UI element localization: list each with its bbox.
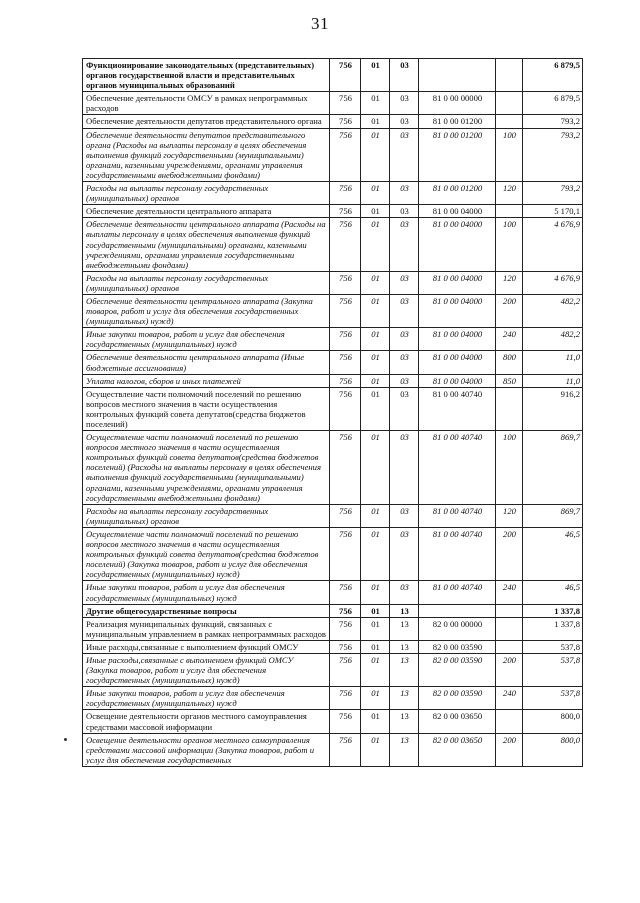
cell-section: 01 [361,617,390,640]
cell-subsection: 03 [390,92,419,115]
table-row [83,617,583,640]
cell-target-article: 81 0 00 40740 [419,581,496,604]
table-row [83,374,583,387]
cell-section: 01 [361,351,390,374]
cell-expense-type [496,617,523,640]
cell-target-article: 81 0 00 04000 [419,294,496,327]
cell-section: 01 [361,115,390,128]
cell-target-article: 81 0 00 40740 [419,431,496,505]
cell-name: Обеспечение деятельности центрального аппарата [83,205,330,218]
cell-name: Освещение деятельности органов местного самоуправления средствами массовой информации [83,710,330,733]
cell-target-article: 82 0 00 03650 [419,733,496,766]
cell-section: 01 [361,733,390,766]
cell-amount: 800,0 [523,733,583,766]
cell-name: Иные расходы,связанные с выполнением функций ОМСУ [83,640,330,653]
cell-amount: 4 676,9 [523,271,583,294]
cell-subsection: 03 [390,328,419,351]
table-row [83,640,583,653]
cell-name: Иные закупки товаров, работ и услуг для обеспечения государственных (муниципальных) нужд [83,687,330,710]
cell-subsection: 03 [390,128,419,181]
cell-section: 01 [361,431,390,505]
cell-section: 01 [361,92,390,115]
cell-target-article: 82 0 00 03590 [419,687,496,710]
cell-subsection: 03 [390,581,419,604]
cell-subsection: 03 [390,351,419,374]
cell-target-article: 81 0 00 40740 [419,387,496,430]
cell-expense-type: 100 [496,128,523,181]
cell-expense-type: 240 [496,687,523,710]
cell-amount: 5 170,1 [523,205,583,218]
cell-subsection: 03 [390,431,419,505]
cell-name: Иные расходы,связанные с выполнением функций ОМСУ (Закупка товаров, работ и услуг для обеспечения государственных (муниципальных) нужд) [83,653,330,686]
cell-expense-type [496,92,523,115]
cell-subsection: 03 [390,271,419,294]
cell-grbs: 756 [330,387,361,430]
cell-grbs: 756 [330,59,361,92]
cell-grbs: 756 [330,604,361,617]
cell-section: 01 [361,710,390,733]
cell-amount: 482,2 [523,328,583,351]
cell-name: Осуществление части полномочий поселений по решению вопросов местного значения в части осуществления контрольных функций совета депутатов(средства бюджетов поселений) (Расходы на выплаты персоналу в целях обеспечения выполнения функций государственными (муниципальными) органами, казенными учреждениями, органами управления государственными внебюджетными фондами) [83,431,330,505]
table-row [83,581,583,604]
cell-expense-type [496,205,523,218]
cell-name: Осуществление части полномочий поселений по решению вопросов местного значения в части осуществления контрольных функций совета депутатов(средства бюджетов поселений) (Закупка товаров, работ и услуг для обеспечения государственных (муниципальных) нужд) [83,527,330,580]
table-row [83,115,583,128]
budget-table-body [83,59,583,767]
table-row [83,205,583,218]
cell-grbs: 756 [330,328,361,351]
cell-expense-type: 200 [496,733,523,766]
cell-amount: 482,2 [523,294,583,327]
cell-expense-type: 200 [496,653,523,686]
cell-grbs: 756 [330,640,361,653]
cell-section: 01 [361,387,390,430]
cell-grbs: 756 [330,527,361,580]
table-row [83,604,583,617]
cell-subsection: 13 [390,604,419,617]
cell-grbs: 756 [330,92,361,115]
budget-table [82,58,583,767]
table-row [83,687,583,710]
cell-amount: 6 879,5 [523,92,583,115]
cell-section: 01 [361,59,390,92]
cell-grbs: 756 [330,294,361,327]
cell-expense-type: 800 [496,351,523,374]
table-row [83,431,583,505]
cell-subsection: 13 [390,733,419,766]
cell-target-article: 81 0 00 04000 [419,374,496,387]
cell-amount: 800,0 [523,710,583,733]
cell-grbs: 756 [330,271,361,294]
cell-target-article: 81 0 00 04000 [419,205,496,218]
cell-grbs: 756 [330,733,361,766]
cell-name: Обеспечение деятельности центрального аппарата (Закупка товаров, работ и услуг для обеспечения государственных (муниципальных) нужд) [83,294,330,327]
cell-amount: 11,0 [523,374,583,387]
cell-subsection: 03 [390,59,419,92]
cell-expense-type [496,387,523,430]
cell-subsection: 13 [390,617,419,640]
table-row [83,218,583,271]
table-row [83,504,583,527]
cell-expense-type [496,604,523,617]
cell-name: Обеспечение деятельности ОМСУ в рамках непрограммных расходов [83,92,330,115]
cell-grbs: 756 [330,710,361,733]
cell-subsection: 13 [390,710,419,733]
cell-section: 01 [361,687,390,710]
cell-amount: 793,2 [523,115,583,128]
cell-grbs: 756 [330,617,361,640]
cell-target-article: 81 0 00 04000 [419,351,496,374]
cell-name: Обеспечение деятельности центрального аппарата (Иные бюджетные ассигнования) [83,351,330,374]
cell-amount: 46,5 [523,581,583,604]
cell-name: Иные закупки товаров, работ и услуг для обеспечения государственных (муниципальных) нужд [83,581,330,604]
cell-grbs: 756 [330,351,361,374]
cell-target-article: 81 0 00 04000 [419,271,496,294]
cell-name: Функционирование законодательных (представительных) органов государственной власти и представительных органов муниципальных образований [83,59,330,92]
cell-target-article: 81 0 00 01200 [419,128,496,181]
cell-expense-type [496,59,523,92]
cell-amount: 1 337,8 [523,604,583,617]
cell-subsection: 03 [390,374,419,387]
cell-subsection: 03 [390,527,419,580]
table-row [83,328,583,351]
cell-section: 01 [361,640,390,653]
table-row [83,653,583,686]
cell-amount: 6 879,5 [523,59,583,92]
cell-grbs: 756 [330,687,361,710]
cell-grbs: 756 [330,115,361,128]
cell-subsection: 03 [390,504,419,527]
cell-amount: 537,8 [523,653,583,686]
cell-expense-type: 120 [496,182,523,205]
cell-subsection: 03 [390,294,419,327]
cell-expense-type [496,710,523,733]
cell-expense-type: 100 [496,218,523,271]
table-row [83,387,583,430]
cell-section: 01 [361,128,390,181]
scan-mark [64,738,67,741]
cell-section: 01 [361,527,390,580]
cell-section: 01 [361,504,390,527]
cell-expense-type: 200 [496,294,523,327]
cell-expense-type [496,115,523,128]
cell-amount: 869,7 [523,504,583,527]
cell-amount: 537,8 [523,687,583,710]
cell-grbs: 756 [330,182,361,205]
cell-subsection: 13 [390,687,419,710]
cell-subsection: 13 [390,653,419,686]
cell-target-article: 81 0 00 04000 [419,328,496,351]
cell-name: Обеспечение деятельности депутатов представительного органа [83,115,330,128]
cell-section: 01 [361,205,390,218]
cell-expense-type: 850 [496,374,523,387]
cell-target-article: 81 0 00 04000 [419,218,496,271]
cell-name: Обеспечение деятельности центрального аппарата (Расходы на выплаты персоналу в целях обеспечения выполнения функций государственными (муниципальными) органами, казенными учреждениями, органами управления государственными внебюджетными фондами) [83,218,330,271]
cell-subsection: 03 [390,387,419,430]
cell-target-article: 81 0 00 01200 [419,182,496,205]
table-row [83,294,583,327]
cell-section: 01 [361,581,390,604]
cell-grbs: 756 [330,374,361,387]
cell-name: Уплата налогов, сборов и иных платежей [83,374,330,387]
page-number: 31 [311,14,329,33]
cell-section: 01 [361,604,390,617]
cell-subsection: 03 [390,205,419,218]
cell-amount: 869,7 [523,431,583,505]
cell-target-article: 81 0 00 40740 [419,504,496,527]
cell-amount: 46,5 [523,527,583,580]
table-row [83,733,583,766]
cell-amount: 11,0 [523,351,583,374]
cell-target-article: 81 0 00 01200 [419,115,496,128]
table-row [83,128,583,181]
cell-subsection: 03 [390,182,419,205]
cell-section: 01 [361,294,390,327]
cell-grbs: 756 [330,128,361,181]
cell-name: Расходы на выплаты персоналу государственных (муниципальных) органов [83,504,330,527]
cell-subsection: 03 [390,115,419,128]
cell-grbs: 756 [330,431,361,505]
cell-expense-type: 120 [496,271,523,294]
cell-target-article: 82 0 00 03590 [419,640,496,653]
table-row [83,710,583,733]
cell-section: 01 [361,374,390,387]
cell-expense-type: 120 [496,504,523,527]
table-row [83,182,583,205]
table-row [83,92,583,115]
cell-subsection: 03 [390,218,419,271]
cell-subsection: 13 [390,640,419,653]
cell-name: Обеспечение деятельности депутатов представительного органа (Расходы на выплаты персоналу в целях обеспечения выполнения функций государственными (муниципальными) органами, казенными учреждениями, органами управления государственными внебюджетными фондами) [83,128,330,181]
cell-amount: 793,2 [523,128,583,181]
cell-expense-type: 200 [496,527,523,580]
cell-amount: 793,2 [523,182,583,205]
cell-section: 01 [361,218,390,271]
cell-target-article: 82 0 00 03590 [419,653,496,686]
cell-name: Реализация муниципальных функций, связанных с муниципальным управлением в рамках непрограммных расходов [83,617,330,640]
table-row [83,351,583,374]
cell-expense-type [496,640,523,653]
cell-section: 01 [361,328,390,351]
cell-name: Расходы на выплаты персоналу государственных (муниципальных) органов [83,271,330,294]
table-row [83,271,583,294]
cell-target-article: 82 0 00 03650 [419,710,496,733]
cell-amount: 916,2 [523,387,583,430]
table-row [83,527,583,580]
cell-grbs: 756 [330,581,361,604]
cell-section: 01 [361,271,390,294]
cell-amount: 537,8 [523,640,583,653]
cell-name: Иные закупки товаров, работ и услуг для обеспечения государственных (муниципальных) нужд [83,328,330,351]
cell-target-article [419,59,496,92]
cell-grbs: 756 [330,504,361,527]
cell-grbs: 756 [330,205,361,218]
cell-name: Осуществление части полномочий поселений по решению вопросов местного значения в части осуществления контрольных функций совета депутатов(средства бюджетов поселений) [83,387,330,430]
cell-amount: 4 676,9 [523,218,583,271]
cell-grbs: 756 [330,218,361,271]
cell-name: Расходы на выплаты персоналу государственных (муниципальных) органов [83,182,330,205]
cell-target-article: 82 0 00 00000 [419,617,496,640]
cell-amount: 1 337,8 [523,617,583,640]
table-row [83,59,583,92]
cell-expense-type: 240 [496,581,523,604]
cell-expense-type: 100 [496,431,523,505]
cell-target-article [419,604,496,617]
cell-grbs: 756 [330,653,361,686]
cell-expense-type: 240 [496,328,523,351]
cell-target-article: 81 0 00 00000 [419,92,496,115]
cell-name: Другие общегосударственные вопросы [83,604,330,617]
cell-section: 01 [361,182,390,205]
cell-section: 01 [361,653,390,686]
cell-target-article: 81 0 00 40740 [419,527,496,580]
cell-name: Освещение деятельности органов местного самоуправления средствами массовой информации (Закупка товаров, работ и услуг для обеспечения государственных [83,733,330,766]
